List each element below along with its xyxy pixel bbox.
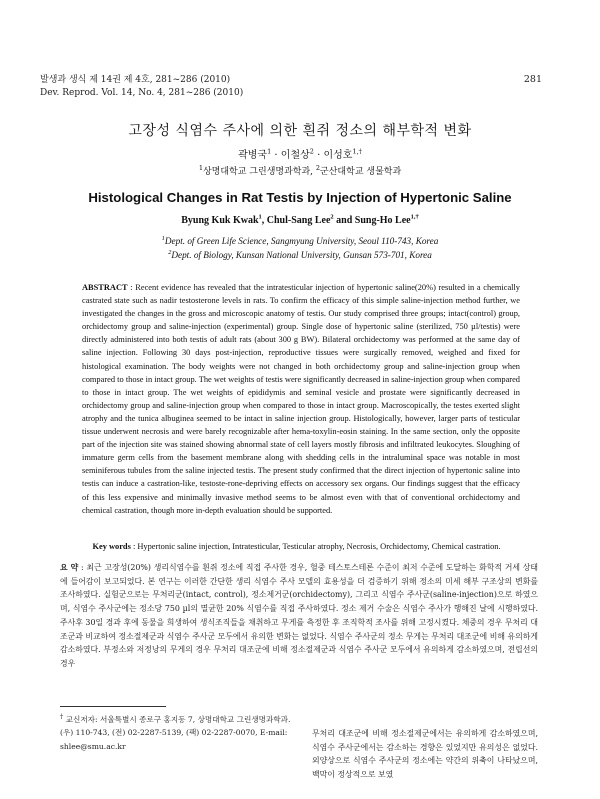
keywords-label: Key words — [92, 542, 131, 551]
korean-author-3: 이성호 — [323, 150, 353, 161]
korean-affiliations: $^1$상명대학교 그린생명과학과, $^2$군산대학교 생물학과 — [198, 164, 402, 177]
journal-citation-en: Dev. Reprod. Vol. 14, No. 4, 281~286 (2010) — [40, 88, 244, 98]
english-affiliation-1: $^1$Dept. of Green Life Science, Sangmyung University, Seoul 110-743, Korea — [161, 234, 439, 246]
korean-abstract-continued: 무처리 대조군에 비해 정소절제군에서는 유의하게 감소하였으며, 식염수 주사군에서는 감소하는 경향은 있었지만 유의성은 없었다. 외양상으로 식염수 주사군의 정소에는 약간의 위축이 나타났으며, 백막이 정상적으로 보였 — [312, 729, 538, 780]
journal-citation-kr: 발생과 생식 제 14권 제 4호, 281~286 (2010) — [40, 75, 231, 85]
korean-affiliation-1: 상명대학교 그린생명과학과, — [202, 167, 314, 177]
english-author-2: Chul-Sang Lee — [266, 215, 331, 226]
english-author-1: Byung Kuk Kwak — [181, 215, 259, 226]
journal-header — [40, 74, 243, 100]
footnote-mark: † — [60, 712, 64, 721]
footnote-rule — [60, 706, 166, 707]
page-number: 281 — [523, 74, 542, 85]
english-author-3: Sung-Ho Lee — [354, 215, 411, 226]
english-affiliation-2: $^2$Dept. of Biology, Kunsan National University, Gunsan 573-701, Korea — [168, 248, 432, 260]
english-abstract — [82, 281, 520, 517]
abstract-label: ABSTRACT — [82, 283, 128, 292]
korean-abstract-label: 요 약 — [60, 563, 79, 572]
keywords — [82, 540, 520, 553]
korean-authors: 곽병국$^1$ · 이철상$^2$ · 이성호$^{1,\dagger}$ — [238, 147, 362, 161]
korean-abstract — [60, 561, 538, 671]
keywords-text: : Hypertonic saline injection, Intratesticular, Testicular atrophy, Necrosis, Orchidectomy, Chemical castration. — [130, 542, 501, 551]
korean-abstract-text: : 최근 고장성(20%) 생리식염수를 흰쥐 정소에 직접 주사한 경우, 혈중 테스토스테론 수준이 최저 수준에 도달하는 화학적 거세 상태에 들어감이 보고되었다. 본 연구는 이러한 간단한 생리 식염수 주사 모델의 효용성을 더 검증하기 위해 정소의 미세 해부 구조상의 변화를 조사하였다. 실험군으로는 무처리군(intact, control), 정소제거군(orchidectomy), 그리고 식염수 주사군(saline-injection)으로 하였으며, 식염수 주사군에는 정소당 750 µl의 멸균한 20% 식염수를 직접 주사하였다. 정소 제거 수술은 식염수 주사가 행해진 날에 시행하였다. 주사후 30일 경과 후에 동물을 희생하여 생식조직들을 채취하고 무게를 측정한 후 조직학적 조사를 위해 고정시켰다. 체중의 경우 무처리 대조군과 비교하여 정소절제군과 식염수 주사군 모두에서 유의한 변화는 없었다. 식염수 주사군의 정소 무게는 무처리 대조군에 비해 유의하게 감소하였다. 부정소와 저정낭의 무게의 경우 무처리 대조군에 비해 정소절제군과 식염수 주사군 모두에서 유의하게 감소하였으며, 전립선의 경우 — [60, 563, 538, 668]
author-2-sup: 2 — [309, 147, 314, 156]
author-1-sup: 1 — [267, 147, 272, 156]
english-authors: Byung Kuk Kwak$^1$, Chul-Sang Lee$^2$ and Sung-Ho Lee$^{1,\dagger}$ — [181, 213, 419, 226]
korean-author-1: 곽병국 — [238, 150, 268, 161]
abstract-text: : Recent evidence has revealed that the intratesticular injection of hypertonic saline(20%) resulted in a chemically castrated state such as nadir testosterone levels in rats. To confirm the efficacy of this simple saline-injection method further, we investigated the changes in the gross and microscopic anatomy of testis. Our study comprised three groups; intact(control) group, orchidectomy group and saline-injection (experimental) group. Single dose of hypertonic saline (sterilized, 750 µl/testis) were directly administered into both testis of adult rats (about 300 g BW). Bilateral orchidectomy was performed at the same day of saline injection. Following 30 days post-injection, reproductive tissues were surgically removed, weighed and fixed for histological examination. The body weights were not changed in both orchidectomy group and saline-injection group when compared to those in intact group. The wet weights of testis were significantly decreased in saline-injection group when compared to those in intact group. The wet weights of epididymis and seminal vesicle and prostate were significantly decreased in orchidectomy group and saline-injection group when compared to those in intact group. Macroscopically, the testes exerted slight atrophy and the tunica albuginea seemed to be intact in saline injection group. Histologically, however, larger parts of testicular tissue underwent necrosis and were barely recognizable after hema-toxylin-eosin staining. In the same section, only the opposite part of the injection site was stained showing abnormal state of cell layers mostly fibrosis and infiltrated leukocytes. Sloughing of immature germ cells from the basement membrane along with shedding cells in the intraluminal space was notable in most seminiferous tubules from the saline injected testis. The present study confirmed that the direct injection of hypertonic saline into testis can induce a castration-like, testoste-rone-depriving effects on accessory sex organs. Our findings suggest that the efficacy of this less expensive and minimally invasive method seems to be almost even with that of conventional orchidectomy and chemical castration, though more in-depth evaluation should be supported. — [82, 283, 520, 515]
korean-title: 고장성 식염수 주사에 의한 흰쥐 정소의 해부학적 변화 — [128, 123, 472, 139]
korean-author-2: 이철상 — [280, 150, 310, 161]
corresponding-author-footnote: † 교신저자: 서울특별시 종로구 홍지동 7, 상명대학교 그린생명과학과. (우) 110-743, (전) 02-2287-5139, (팩) 02-2287-0070, E-mail: shlee@smu.ac.kr — [60, 712, 291, 751]
author-3-sup: 1,† — [352, 147, 362, 156]
english-title: Histological Changes in Rat Testis by Injection of Hypertonic Saline — [88, 190, 512, 205]
korean-affiliation-2: 군산대학교 생물학과 — [320, 167, 402, 177]
